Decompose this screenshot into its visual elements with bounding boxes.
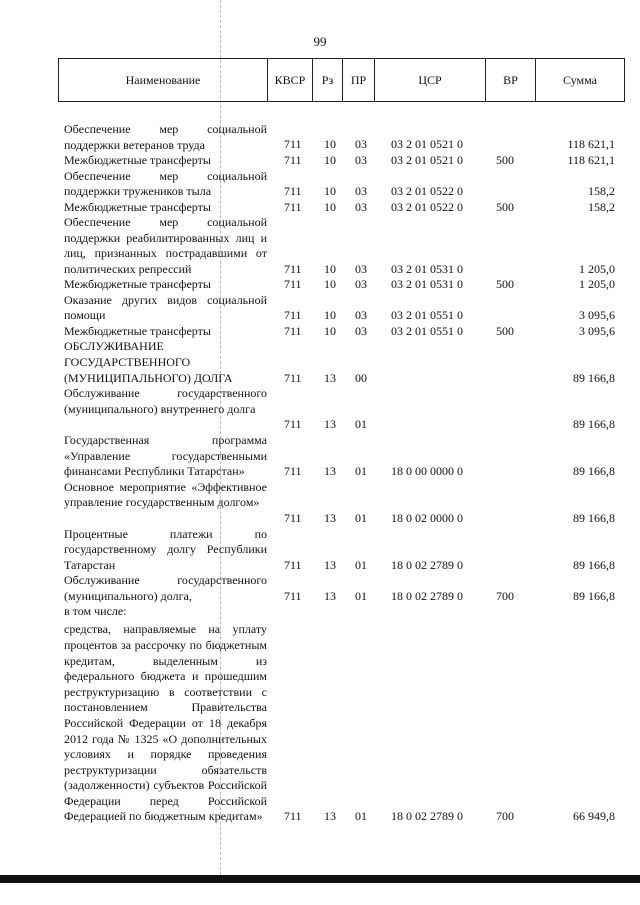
header-rz: Рз: [313, 59, 343, 101]
row-name: Государственная программа «Управление государственными финансами Республики Татарстан»: [64, 432, 267, 479]
row-kvsr: 711: [284, 417, 302, 432]
row-vr: 700: [496, 588, 514, 603]
row-kvsr: 711: [284, 153, 302, 167]
header-kvsr: КВСР: [268, 59, 313, 101]
row-sum: 158,2: [588, 199, 615, 214]
row-rz: 13: [324, 464, 336, 479]
row-sum: 89 166,8: [573, 417, 615, 432]
row-pr: 01: [355, 464, 367, 479]
row-vr: 500: [496, 323, 514, 338]
header-sum: Сумма: [563, 72, 597, 87]
row-sum: 66 949,8: [573, 808, 615, 823]
table-row: [0, 433, 640, 480]
row-pr: 03: [355, 261, 367, 276]
row-csr: 18 0 02 0000 0: [391, 510, 463, 525]
row-name: ОБСЛУЖИВАНИЕ ГОСУДАРСТВЕННОГО (МУНИЦИПАЛЬНОГО) ДОЛГА: [64, 339, 233, 385]
table-row: [0, 339, 640, 386]
row-kvsr: 711: [284, 137, 302, 152]
row-csr: 03 2 01 0521 0: [391, 137, 463, 152]
table-row: [0, 386, 640, 433]
header-csr: ЦСР: [375, 59, 486, 101]
row-rz: 10: [324, 261, 336, 276]
table-row: [0, 480, 640, 527]
row-sum: 89 166,8: [573, 370, 615, 385]
row-rz: 13: [324, 588, 336, 603]
row-rz: 10: [324, 153, 336, 167]
page-number: 99: [313, 34, 327, 49]
row-name: в том числе:: [64, 604, 127, 619]
row-rz: 10: [324, 323, 336, 338]
table-row: [0, 293, 640, 324]
row-pr: 01: [355, 417, 367, 432]
row-pr: 01: [355, 588, 367, 603]
row-rz: 13: [324, 557, 336, 572]
row-vr: 500: [496, 277, 514, 292]
row-sum: 158,2: [588, 184, 615, 198]
table-row: [0, 527, 640, 574]
row-vr: 500: [496, 153, 514, 167]
row-kvsr: 711: [284, 261, 302, 276]
row-kvsr: 711: [284, 588, 302, 603]
row-kvsr: 711: [284, 808, 302, 823]
row-name: Процентные платежи по государственному долгу Республики Татарстан: [64, 526, 267, 572]
row-vr: 700: [496, 808, 514, 823]
row-name: Обеспечение мер социальной поддержки реабилитированных лиц и лиц, признанных пострадавшими от политических репрессий: [64, 215, 267, 276]
row-pr: 03: [355, 308, 367, 323]
table-row: [0, 573, 640, 604]
table-row: [0, 604, 640, 622]
header-name: Наименование: [59, 59, 268, 101]
row-csr: 03 2 01 0531 0: [391, 261, 463, 276]
row-kvsr: 711: [284, 557, 302, 572]
table-header: [58, 58, 625, 102]
row-pr: 01: [355, 808, 367, 823]
row-sum: 89 166,8: [573, 510, 615, 525]
row-rz: 10: [324, 137, 336, 152]
row-csr: 18 0 02 2789 0: [391, 557, 463, 572]
row-kvsr: 711: [284, 510, 302, 525]
table-row: [0, 324, 640, 340]
row-csr: 03 2 01 0551 0: [391, 323, 463, 338]
table-row: [0, 200, 640, 216]
row-kvsr: 711: [284, 199, 302, 214]
row-name: Основное мероприятие «Эффективное управление государственным долгом»: [64, 479, 267, 510]
row-csr: 03 2 01 0531 0: [391, 277, 463, 292]
row-rz: 10: [324, 277, 336, 292]
row-kvsr: 711: [284, 184, 302, 198]
row-name: Обеспечение мер социальной поддержки тружеников тыла: [64, 168, 267, 199]
row-sum: 3 095,6: [579, 323, 615, 338]
row-sum: 89 166,8: [573, 557, 615, 572]
table-row: [0, 277, 640, 293]
row-kvsr: 711: [284, 370, 302, 385]
table-row: [0, 622, 640, 824]
row-pr: 03: [355, 323, 367, 338]
row-kvsr: 711: [284, 277, 302, 292]
header-pr: ПР: [343, 59, 375, 101]
row-rz: 10: [324, 308, 336, 323]
row-name: Межбюджетные трансферты: [64, 323, 211, 338]
table-body: [0, 122, 640, 824]
row-vr: 500: [496, 199, 514, 214]
row-name: Обеспечение мер социальной поддержки ветеранов труда: [64, 122, 267, 152]
row-kvsr: 711: [284, 323, 302, 338]
row-kvsr: 711: [284, 308, 302, 323]
row-csr: 18 0 02 2789 0: [391, 808, 463, 823]
table-row: [0, 215, 640, 277]
row-csr: 18 0 00 0000 0: [391, 464, 463, 479]
row-name: Обслуживание государственного (муниципального) внутреннего долга: [64, 386, 267, 416]
row-pr: 03: [355, 184, 367, 198]
row-name: Оказание других видов социальной помощи: [64, 292, 267, 323]
row-sum: 3 095,6: [579, 308, 615, 323]
row-sum: 1 205,0: [579, 277, 615, 292]
row-name: Межбюджетные трансферты: [64, 199, 211, 214]
scan-border: [0, 875, 640, 883]
row-pr: 03: [355, 153, 367, 167]
row-rz: 13: [324, 510, 336, 525]
row-sum: 118 621,1: [567, 137, 615, 152]
row-rz: 13: [324, 808, 336, 823]
table-row: [0, 153, 640, 169]
row-pr: 03: [355, 199, 367, 214]
row-pr: 00: [355, 370, 367, 385]
row-sum: 118 621,1: [567, 153, 615, 167]
row-csr: 18 0 02 2789 0: [391, 588, 463, 603]
header-vr: ВР: [486, 59, 536, 101]
row-rz: 13: [324, 370, 336, 385]
row-name: Обслуживание государственного (муниципального) долга,: [64, 573, 267, 603]
row-rz: 10: [324, 184, 336, 198]
row-rz: 13: [324, 417, 336, 432]
row-name: Межбюджетные трансферты: [64, 277, 211, 292]
row-name: средства, направляемые на уплату процентов за рассрочку по бюджетным кредитам, выделенным из федерального бюджета и прошедшим реструктуризацию в соответствии с постановлением Правительства Российской Федерации от 18 декабря 2012 года № 1325 «О дополнительных условиях и порядке проведения реструктуризации обязательств (задолженности) субъектов Российской Федерации перед Российской Федерацией по бюджетным кредитам»: [64, 622, 267, 824]
row-kvsr: 711: [284, 464, 302, 479]
row-csr: 03 2 01 0551 0: [391, 308, 463, 323]
table-row: [0, 169, 640, 200]
row-pr: 01: [355, 510, 367, 525]
table-row: [0, 122, 640, 153]
row-rz: 10: [324, 199, 336, 214]
row-sum: 89 166,8: [573, 464, 615, 479]
row-pr: 03: [355, 137, 367, 152]
row-csr: 03 2 01 0521 0: [391, 153, 463, 167]
row-sum: 89 166,8: [573, 588, 615, 603]
row-pr: 03: [355, 277, 367, 292]
row-sum: 1 205,0: [579, 261, 615, 276]
row-csr: 03 2 01 0522 0: [391, 184, 463, 198]
row-name: Межбюджетные трансферты: [64, 153, 211, 167]
row-csr: 03 2 01 0522 0: [391, 199, 463, 214]
row-pr: 01: [355, 557, 367, 572]
